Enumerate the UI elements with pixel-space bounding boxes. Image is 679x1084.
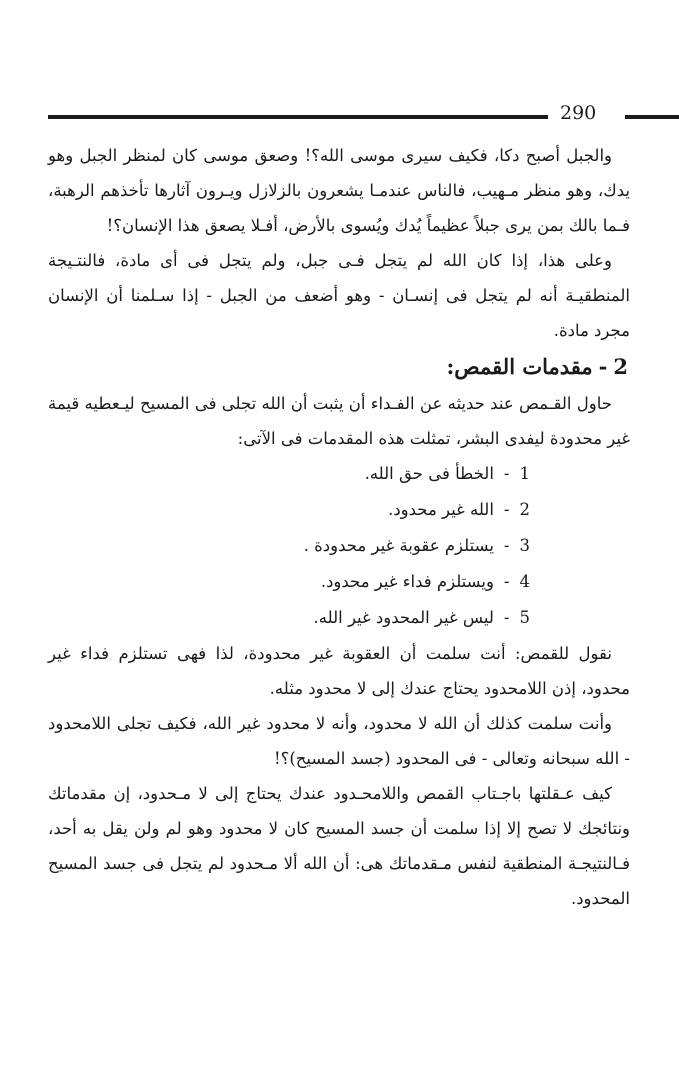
list-item-number: 2 <box>519 500 530 519</box>
list-item-dash: - <box>503 500 510 519</box>
list-item-number: 4 <box>519 572 530 591</box>
list-item <box>48 564 530 600</box>
list-item-text: ليس غير المحدود غير الله. <box>313 608 494 627</box>
list-item <box>48 456 530 492</box>
page-number: 290 <box>560 102 597 124</box>
paragraph-2: وعلى هذا، إذا كان الله لم يتجل فـى جبل، ولم يتجل فى أى مادة، فالنتـيجة المنطقيـة أنه لم يتجل فى إنسـان - وهو أضعف من الجبل - إذا سـلمنا أن الإنسان مجرد مادة. <box>48 251 630 340</box>
list-item-number: 3 <box>519 536 530 555</box>
paragraph-1: والجبل أصبح دكا، فكيف سيرى موسى الله؟! وصعق موسى كان لمنظر الجبل وهو يدك، وهو منظر مـهيب، فالناس عندمـا يشعرون بالزلازل ويـرون آثارها تأخذهم الرهبة، فـما بالك بمن يرى جبلاً عظيماً يُدك ويُسوى بالأرض، أفـلا يصعق هذا الإنسان؟! <box>48 146 630 235</box>
list-item-dash: - <box>503 572 510 591</box>
list-item-text: الخطأ فى حق الله. <box>364 464 494 483</box>
intro-paragraph: حاول القـمص عند حديثه عن الفـداء أن يثبت أن الله تجلى فى المسيح ليـعطيه قيمة غير محدودة ليفدى البشر، تمثلت هذه المقدمات فى الآتى: <box>48 394 630 448</box>
page-header <box>48 100 638 130</box>
list-item <box>48 492 530 528</box>
header-rule-short <box>625 115 679 119</box>
header-rule-long <box>48 115 548 119</box>
premises-list <box>48 456 630 636</box>
list-item-dash: - <box>503 608 510 627</box>
list-item-text: يستلزم عقوبة غير محدودة . <box>303 536 494 555</box>
body-text <box>48 138 630 916</box>
paragraph-4: وأنت سلمت كذلك أن الله لا محدود، وأنه لا محدود غير الله، فكيف تجلى اللامحدود - الله سبحانه وتعالى - فى المحدود (جسد المسيح)؟! <box>48 714 630 768</box>
paragraph-5: كيف عـقلتها باجـتاب القمص واللامحـدود عندك يحتاج إلى لا مـحدود، إن مقدماتك ونتائجك لا تصح إلا إذا سلمت أن جسد المسيح كان لا محدود وهو لم ولن يقل به أحد، فـالنتيجـة المنطقية لنفس مـقدماتك هى: أن الله ألا مـحدود لم يتجل فى جسد المسيح المحدود. <box>48 784 630 908</box>
list-item-number: 1 <box>519 464 530 483</box>
paragraph-3: نقول للقمص: أنت سلمت أن العقوبة غير محدودة، لذا فهى تستلزم فداء غير محدود، إذن اللامحدود يحتاج عندك إلى لا محدود مثله. <box>48 644 630 698</box>
section-number: 2 <box>613 354 628 379</box>
list-item-dash: - <box>503 464 510 483</box>
list-item <box>48 600 530 636</box>
section-title: مقدمات القمص: <box>446 354 593 379</box>
list-item-text: الله غير محدود. <box>388 500 494 519</box>
list-item <box>48 528 530 564</box>
list-item-text: ويستلزم فداء غير محدود. <box>320 572 494 591</box>
section-dash: - <box>598 354 608 379</box>
section-heading <box>48 348 630 386</box>
list-item-dash: - <box>503 536 510 555</box>
list-item-number: 5 <box>519 608 530 627</box>
